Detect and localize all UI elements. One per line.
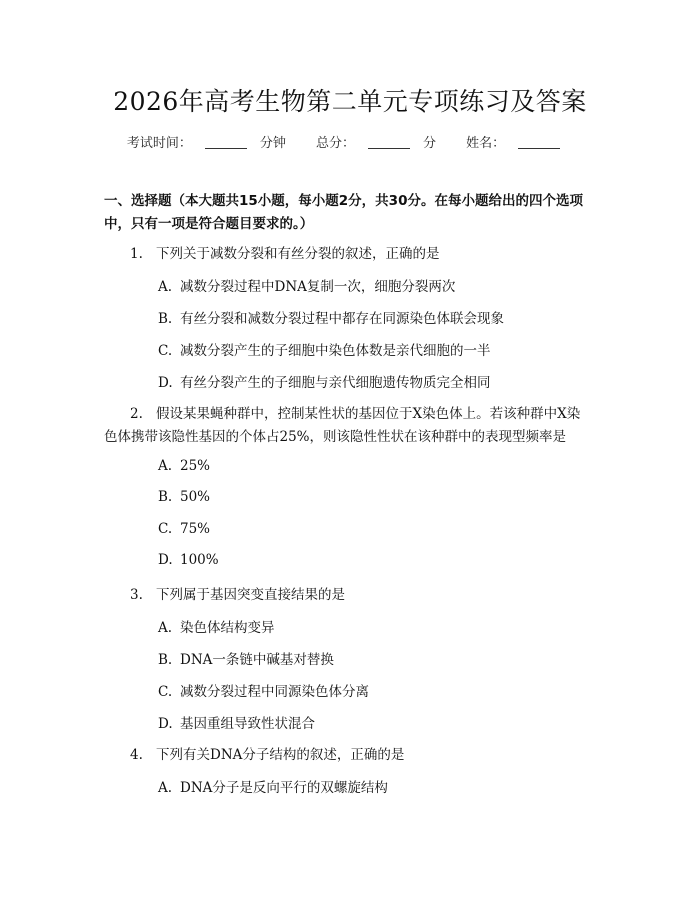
exam-name — [466, 132, 573, 151]
time-label: 考试时间： — [126, 136, 192, 151]
name-blank — [518, 136, 560, 149]
option-text: 有丝分裂和减数分裂过程中都存在同源染色体联会现象 — [180, 311, 504, 327]
option-text: 减数分裂过程中DNA复制一次，细胞分裂两次 — [180, 279, 456, 295]
option-letter: B. — [158, 311, 173, 327]
option-text: DNA一条链中碱基对替换 — [180, 652, 334, 668]
name-label: 姓名： — [466, 136, 506, 151]
score-unit: 分 — [423, 136, 437, 151]
question-4 — [130, 744, 404, 767]
question-text-line1: 假设某果蝇种群中，控制某性状的基因位于X染色体上。若该种群中X染 — [156, 406, 581, 422]
question-text: 下列有关DNA分子结构的叙述，正确的是 — [156, 747, 405, 763]
exam-time — [127, 132, 286, 151]
exam-score — [316, 132, 436, 151]
option-1b — [158, 307, 504, 327]
option-letter: D. — [158, 716, 173, 732]
option-3a — [158, 616, 275, 636]
question-2 — [130, 403, 580, 426]
option-3d — [158, 712, 315, 732]
option-text: 100% — [180, 552, 219, 568]
option-text: 25% — [180, 458, 211, 474]
option-1a — [158, 275, 455, 295]
option-text: 染色体结构变异 — [180, 620, 275, 636]
score-blank — [368, 136, 410, 149]
question-1 — [130, 243, 440, 266]
option-4a — [158, 776, 388, 796]
option-3b — [158, 648, 334, 668]
option-letter: C. — [158, 521, 173, 537]
option-text: 50% — [180, 489, 211, 505]
option-1d — [158, 371, 491, 391]
option-letter: C. — [158, 684, 173, 700]
option-2c — [158, 521, 210, 537]
option-text: DNA分子是反向平行的双螺旋结构 — [180, 780, 388, 796]
option-text: 减数分裂产生的子细胞中染色体数是亲代细胞的一半 — [180, 343, 491, 359]
option-letter: D. — [158, 552, 173, 568]
option-letter: D. — [158, 375, 173, 391]
option-1c — [158, 339, 491, 359]
score-label: 总分： — [315, 136, 355, 151]
option-letter: B. — [158, 489, 173, 505]
option-letter: A. — [158, 279, 173, 295]
page-title: 2026年高考生物第二单元专项练习及答案 — [113, 87, 587, 116]
question-number: 3. — [130, 587, 143, 603]
option-text: 基因重组导致性状混合 — [180, 716, 315, 732]
option-text: 减数分裂过程中同源染色体分离 — [180, 684, 369, 700]
exam-meta — [0, 132, 700, 151]
option-2b — [158, 489, 210, 505]
option-3c — [158, 680, 369, 700]
time-blank — [205, 136, 247, 149]
question-2-continued — [104, 426, 566, 449]
time-unit: 分钟 — [259, 136, 286, 151]
option-letter: A. — [158, 780, 173, 796]
question-number: 4. — [130, 747, 143, 763]
option-letter: A. — [158, 620, 173, 636]
section-heading: 一、选择题（本大题共15小题，每小题2分，共30分。在每小题给出的四个选项中，只有一项是符合题目要求的。） — [104, 193, 583, 232]
question-number: 1. — [130, 246, 143, 262]
question-text-line2: 色体携带该隐性基因的个体占25%，则该隐性性状在该种群中的表现型频率是 — [104, 429, 567, 445]
option-2a — [158, 458, 210, 474]
question-text: 下列属于基因突变直接结果的是 — [156, 587, 345, 603]
option-text: 有丝分裂产生的子细胞与亲代细胞遗传物质完全相同 — [180, 375, 491, 391]
option-text: 75% — [180, 521, 211, 537]
question-number: 2. — [130, 406, 143, 422]
question-text: 下列关于减数分裂和有丝分裂的叙述，正确的是 — [156, 246, 440, 262]
question-3 — [130, 584, 345, 607]
option-letter: A. — [158, 458, 173, 474]
option-letter: C. — [158, 343, 173, 359]
option-letter: B. — [158, 652, 173, 668]
option-2d — [158, 552, 219, 568]
